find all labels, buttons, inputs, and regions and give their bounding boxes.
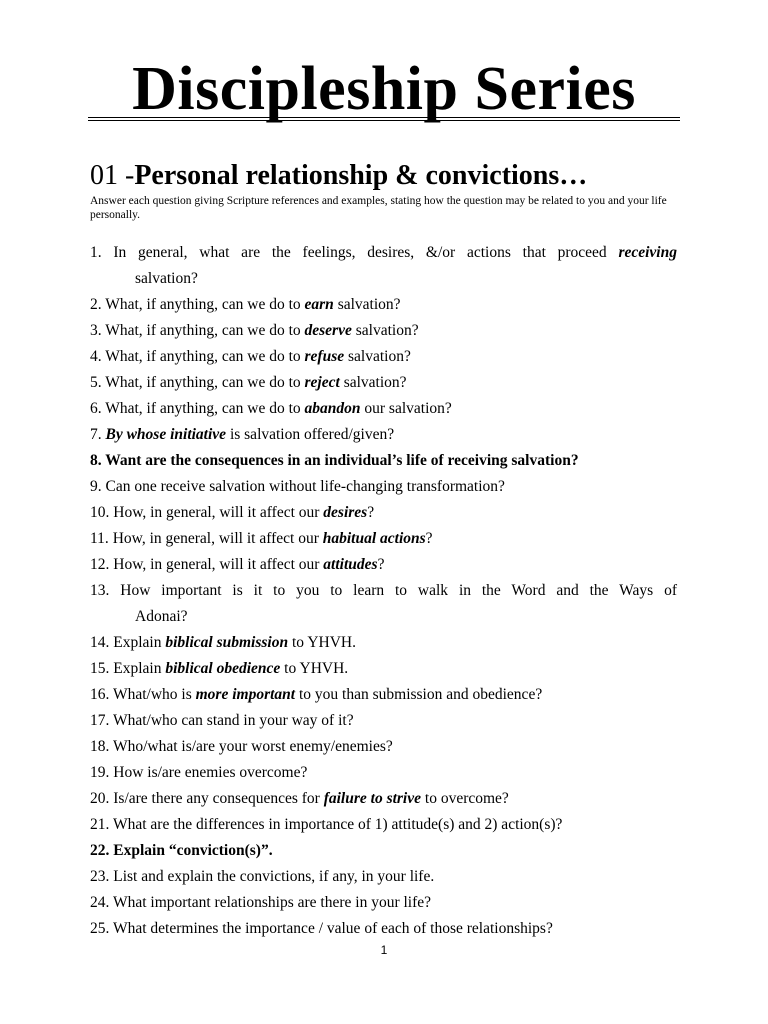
question-text-end: to overcome?: [421, 790, 509, 807]
question-item: [90, 838, 677, 864]
question-item: [90, 890, 677, 916]
question-number: 3.: [90, 322, 102, 339]
question-item: [90, 864, 677, 890]
question-number: 15.: [90, 660, 110, 677]
question-text-end: to you than submission and obedience?: [295, 686, 543, 703]
section-title: Personal relationship & convictions…: [134, 160, 588, 191]
section-heading: [90, 158, 587, 194]
question-number: 20.: [90, 790, 110, 807]
question-text: What/who is: [109, 686, 196, 703]
question-text: What, if anything, can we do to: [101, 322, 305, 339]
section-number: 01 -: [90, 160, 135, 191]
question-continuation: Adonai?: [135, 608, 188, 625]
question-text: Explain: [109, 634, 166, 651]
title-rule-thin: [88, 120, 680, 121]
question-text: How, in general, will it affect our: [109, 556, 324, 573]
question-item: [90, 630, 677, 656]
question-text: What important relationships are there in your life?: [109, 894, 432, 911]
question-number: 17.: [90, 712, 110, 729]
question-emphasis: habitual actions: [322, 530, 426, 547]
question-text: In general, what are the feelings, desires, &/or actions that proceed: [101, 244, 619, 261]
question-text-end: our salvation?: [360, 400, 452, 417]
question-number: 6.: [90, 400, 102, 417]
question-emphasis: desires: [323, 504, 368, 521]
question-text-end: is salvation offered/given?: [226, 426, 395, 443]
question-number: 11.: [90, 530, 109, 547]
question-number: 21.: [90, 816, 110, 833]
question-text: What are the differences in importance of 1) attitude(s) and 2) action(s)?: [109, 816, 563, 833]
question-item: [90, 318, 677, 344]
question-item: [90, 370, 677, 396]
question-text: What, if anything, can we do to: [101, 296, 305, 313]
question-number: 16.: [90, 686, 110, 703]
question-item: [90, 240, 677, 292]
question-text: Want are the consequences in an individual’s life of receiving salvation?: [101, 452, 579, 469]
question-emphasis: attitudes: [323, 556, 378, 573]
question-text: What determines the importance / value of each of those relationships?: [109, 920, 553, 937]
question-text: Is/are there any consequences for: [109, 790, 324, 807]
question-number: 25.: [90, 920, 110, 937]
question-item: [90, 786, 677, 812]
question-number: 1.: [90, 244, 102, 261]
question-number: 12.: [90, 556, 110, 573]
question-number: 14.: [90, 634, 110, 651]
question-line: [90, 240, 677, 266]
question-number: 18.: [90, 738, 110, 755]
question-item: [90, 500, 677, 526]
question-item: [90, 916, 677, 942]
question-text-end: salvation?: [351, 322, 419, 339]
question-item: [90, 812, 677, 838]
question-item: [90, 760, 677, 786]
question-item: [90, 396, 677, 422]
question-emphasis: reject: [304, 374, 340, 391]
question-text: List and explain the convictions, if any, in your life.: [109, 868, 435, 885]
question-item: [90, 552, 677, 578]
question-text: What, if anything, can we do to: [101, 400, 305, 417]
question-number: 19.: [90, 764, 110, 781]
question-line: [90, 578, 677, 604]
question-number: 10.: [90, 504, 110, 521]
question-text-end: to YHVH.: [288, 634, 356, 651]
question-number: 7.: [90, 426, 102, 443]
page-number: 1: [380, 943, 388, 957]
question-text: What, if anything, can we do to: [101, 374, 305, 391]
question-continuation: salvation?: [135, 270, 198, 287]
question-emphasis: abandon: [304, 400, 361, 417]
question-text: Explain “conviction(s)”.: [109, 842, 273, 859]
question-item: [90, 656, 677, 682]
question-text: How, in general, will it affect our: [108, 530, 323, 547]
question-text-end: salvation?: [333, 296, 401, 313]
question-number: 5.: [90, 374, 102, 391]
question-item: [90, 526, 677, 552]
question-emphasis: more important: [195, 686, 296, 703]
question-number: 13.: [90, 582, 110, 599]
question-list: [90, 240, 677, 942]
question-text: What/who can stand in your way of it?: [109, 712, 354, 729]
question-item: [90, 292, 677, 318]
question-text: How important is it to you to learn to walk in the Word and the Ways of: [109, 582, 677, 599]
question-emphasis: receiving: [618, 244, 677, 261]
question-item: [90, 578, 677, 630]
instructions: Answer each question giving Scripture references and examples, stating how the question may be related to you and your life personally.: [90, 195, 667, 221]
question-item: [90, 682, 677, 708]
question-text: What, if anything, can we do to: [101, 348, 305, 365]
question-item: [90, 474, 677, 500]
question-emphasis: earn: [304, 296, 334, 313]
question-text-end: salvation?: [339, 374, 407, 391]
question-text-end: ?: [367, 504, 375, 521]
question-emphasis: failure to strive: [323, 790, 422, 807]
question-number: 22.: [90, 842, 110, 859]
question-text-end: ?: [377, 556, 385, 573]
title-rule-thick: [88, 117, 680, 118]
question-text: Who/what is/are your worst enemy/enemies?: [109, 738, 393, 755]
question-text-end: ?: [425, 530, 433, 547]
question-item: [90, 708, 677, 734]
question-emphasis: biblical submission: [165, 634, 289, 651]
question-number: 23.: [90, 868, 110, 885]
question-text: How, in general, will it affect our: [109, 504, 324, 521]
question-emphasis: deserve: [304, 322, 352, 339]
question-text: How is/are enemies overcome?: [109, 764, 308, 781]
question-text: Can one receive salvation without life-changing transformation?: [101, 478, 505, 495]
question-item: [90, 734, 677, 760]
question-emphasis: refuse: [304, 348, 345, 365]
question-item: [90, 422, 677, 448]
question-number: 8.: [90, 452, 102, 469]
question-item: [90, 448, 677, 474]
question-text-end: to YHVH.: [280, 660, 349, 677]
question-text-end: salvation?: [344, 348, 411, 365]
question-number: 4.: [90, 348, 102, 365]
question-number: 24.: [90, 894, 110, 911]
question-emphasis: biblical obedience: [165, 660, 281, 677]
question-number: 2.: [90, 296, 102, 313]
document-title: Discipleship Series: [132, 55, 636, 123]
question-item: [90, 344, 677, 370]
question-emphasis: By whose initiative: [101, 426, 227, 443]
question-text: Explain: [109, 660, 166, 677]
question-number: 9.: [90, 478, 102, 495]
